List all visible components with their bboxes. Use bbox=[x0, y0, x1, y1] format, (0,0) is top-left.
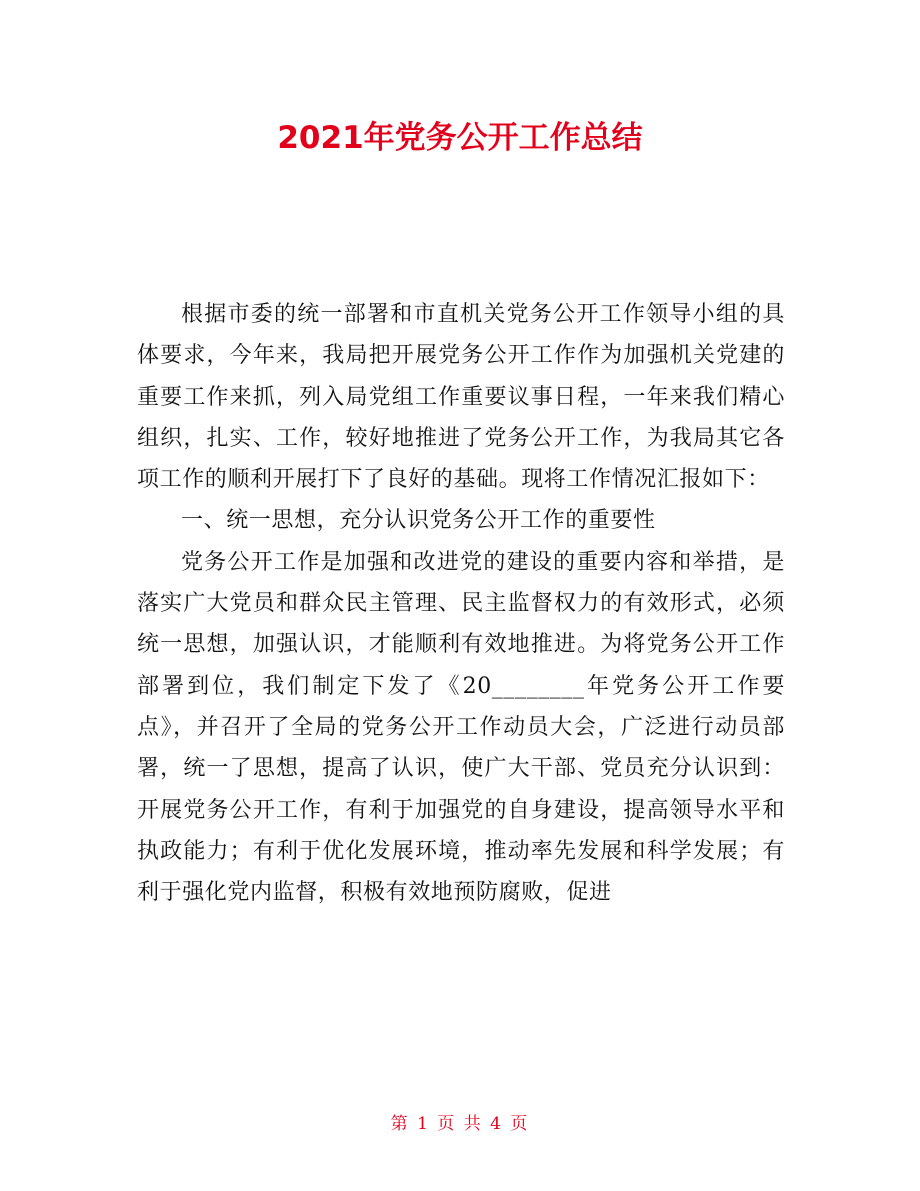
document-body bbox=[137, 294, 785, 913]
section-heading-1: 一、统一思想，充分认识党务公开工作的重要性 bbox=[181, 508, 656, 534]
document-title: 2021年党务公开工作总结 bbox=[277, 120, 643, 156]
page-number-footer: 第 1 页 共 4 页 bbox=[390, 1114, 530, 1134]
paragraph-section-1: 党务公开工作是加强和改进党的建设的重要内容和举措，是落实广大党员和群众民主管理、民主监督权力的有效形式，必须统一思想，加强认识，才能顺利有效地推进。为将党务公开工作部署到位，我们制定下发了《20________年党务公开工作要点》，并召开了全局的党务公开工作动员大会，广泛进行动员部署，统一了思想，提高了认识，使广大干部、党员充分认识到：开展党务公开工作，有利于加强党的自身建设，提高领导水平和执政能力；有利于优化发展环境，推动率先发展和科学发展；有利于强化党内监督，积极有效地预防腐败，促进 bbox=[137, 549, 785, 906]
paragraph-intro: 根据市委的统一部署和市直机关党务公开工作领导小组的具体要求，今年来，我局把开展党务公开工作作为加强机关党建的重要工作来抓，列入局党组工作重要议事日程，一年来我们精心组织，扎实、工作，较好地推进了党务公开工作，为我局其它各项工作的顺利开展打下了良好的基础。现将工作情况汇报如下： bbox=[137, 302, 785, 493]
